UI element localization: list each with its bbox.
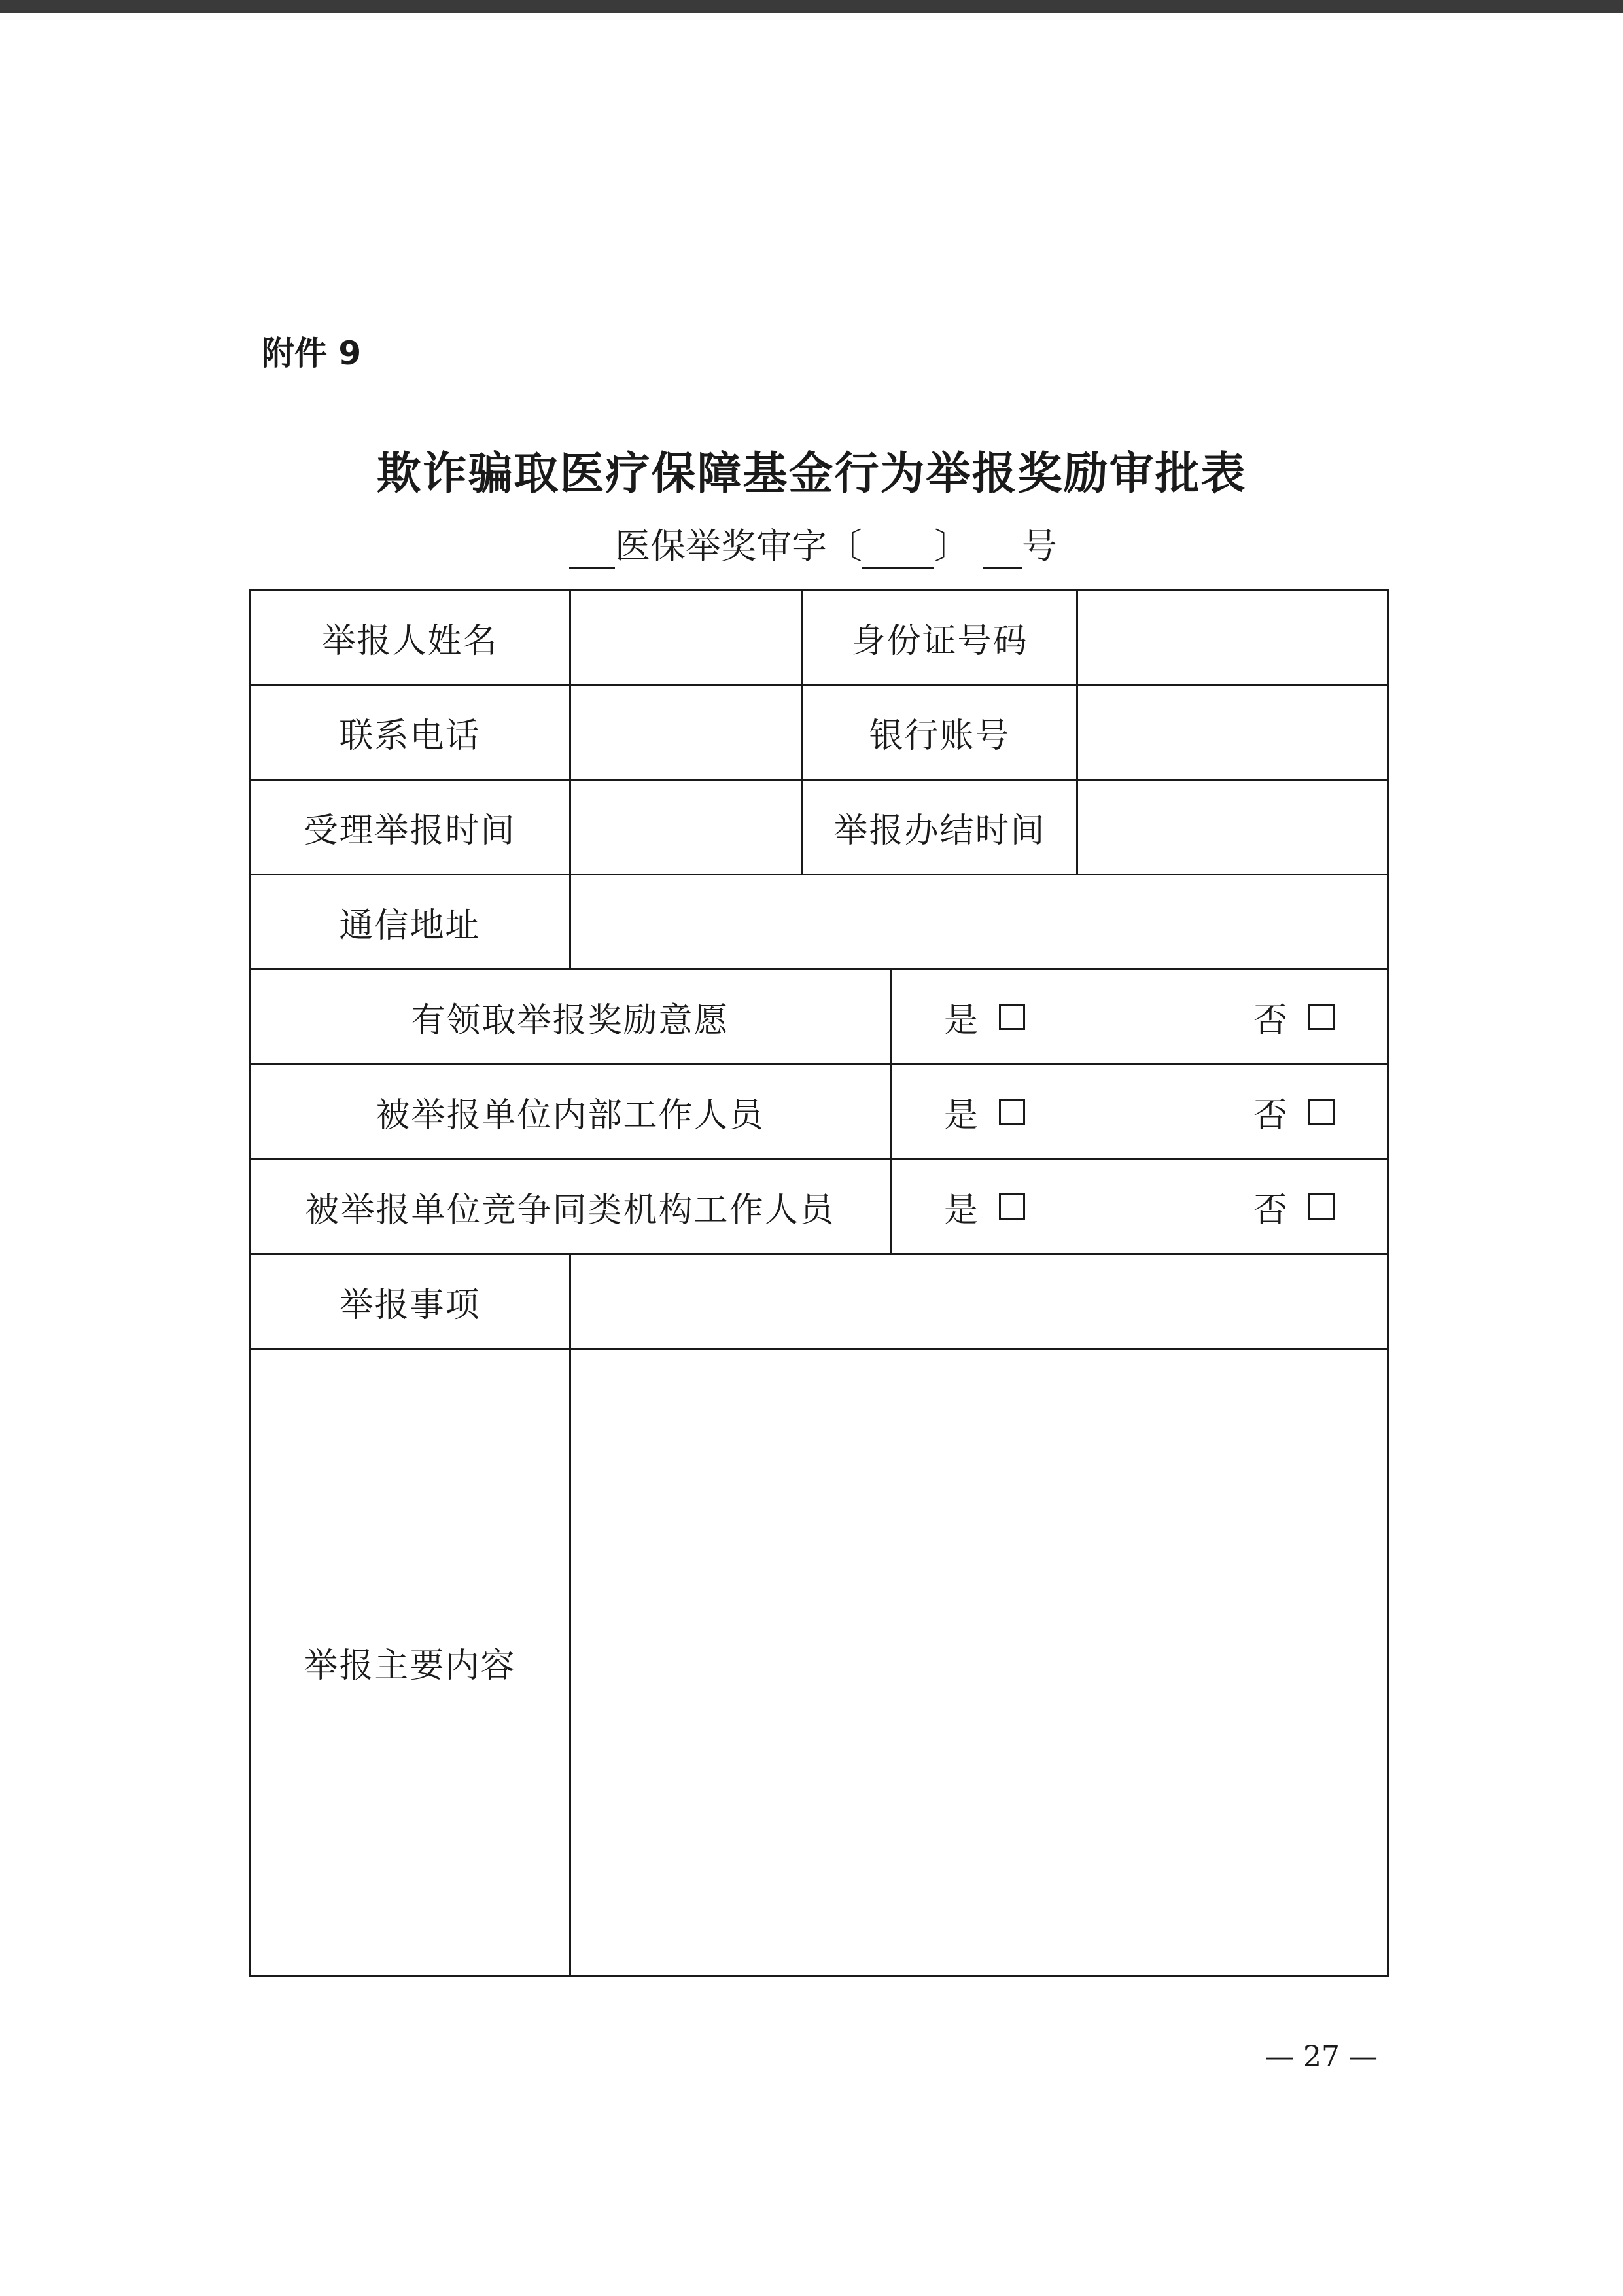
id-number-label: 身份证号码 [803, 590, 1077, 685]
competitor-staff-label: 被举报单位竞争同类机构工作人员 [250, 1159, 891, 1254]
close-time-field[interactable] [1077, 780, 1388, 875]
year-blank[interactable] [862, 567, 934, 569]
attachment-label: 附件 9 [262, 334, 362, 372]
reporter-name-label: 举报人姓名 [250, 590, 570, 685]
accept-time-field[interactable] [570, 780, 803, 875]
competitor-staff-no-checkbox[interactable] [1308, 1193, 1335, 1220]
scan-top-edge [0, 0, 1623, 13]
report-item-field[interactable] [570, 1254, 1388, 1349]
no-label: 否 [1253, 1000, 1289, 1040]
phone-field[interactable] [570, 685, 803, 780]
report-reward-form [249, 589, 1389, 1977]
yes-label: 是 [944, 1000, 980, 1040]
document-number [569, 523, 1057, 569]
number-blank[interactable] [983, 567, 1022, 569]
no-label: 否 [1253, 1095, 1289, 1135]
address-field[interactable] [570, 875, 1388, 970]
bank-account-field[interactable] [1077, 685, 1388, 780]
willing-reward-label: 有领取举报奖励意愿 [250, 970, 891, 1065]
internal-staff-yes-checkbox[interactable] [999, 1099, 1025, 1125]
report-content-label: 举报主要内容 [250, 1349, 570, 1976]
yes-label: 是 [944, 1095, 980, 1135]
report-content-field[interactable] [570, 1349, 1388, 1976]
competitor-staff-choice [891, 1159, 1388, 1254]
no-label: 否 [1253, 1190, 1289, 1230]
willing-reward-yes-checkbox[interactable] [999, 1004, 1025, 1030]
internal-staff-label: 被举报单位内部工作人员 [250, 1065, 891, 1159]
competitor-staff-yes-checkbox[interactable] [999, 1193, 1025, 1220]
page-number: — 27 — [1265, 2040, 1378, 2074]
internal-staff-choice [891, 1065, 1388, 1159]
close-time-label: 举报办结时间 [803, 780, 1077, 875]
accept-time-label: 受理举报时间 [250, 780, 570, 875]
bracket-close: 〕 [934, 525, 969, 567]
prefix-blank[interactable] [569, 567, 615, 569]
form-title: 欺诈骗取医疗保障基金行为举报奖励审批表 [376, 448, 1247, 500]
address-label: 通信地址 [250, 875, 570, 970]
bank-account-label: 银行账号 [803, 685, 1077, 780]
willing-reward-choice [891, 970, 1388, 1065]
doc-number-suffix: 号 [1022, 525, 1057, 567]
report-item-label: 举报事项 [250, 1254, 570, 1349]
willing-reward-no-checkbox[interactable] [1308, 1004, 1335, 1030]
bracket-open: 〔 [827, 525, 862, 567]
phone-label: 联系电话 [250, 685, 570, 780]
doc-number-label: 医保举奖审字 [615, 525, 827, 567]
internal-staff-no-checkbox[interactable] [1308, 1099, 1335, 1125]
reporter-name-field[interactable] [570, 590, 803, 685]
id-number-field[interactable] [1077, 590, 1388, 685]
yes-label: 是 [944, 1190, 980, 1230]
